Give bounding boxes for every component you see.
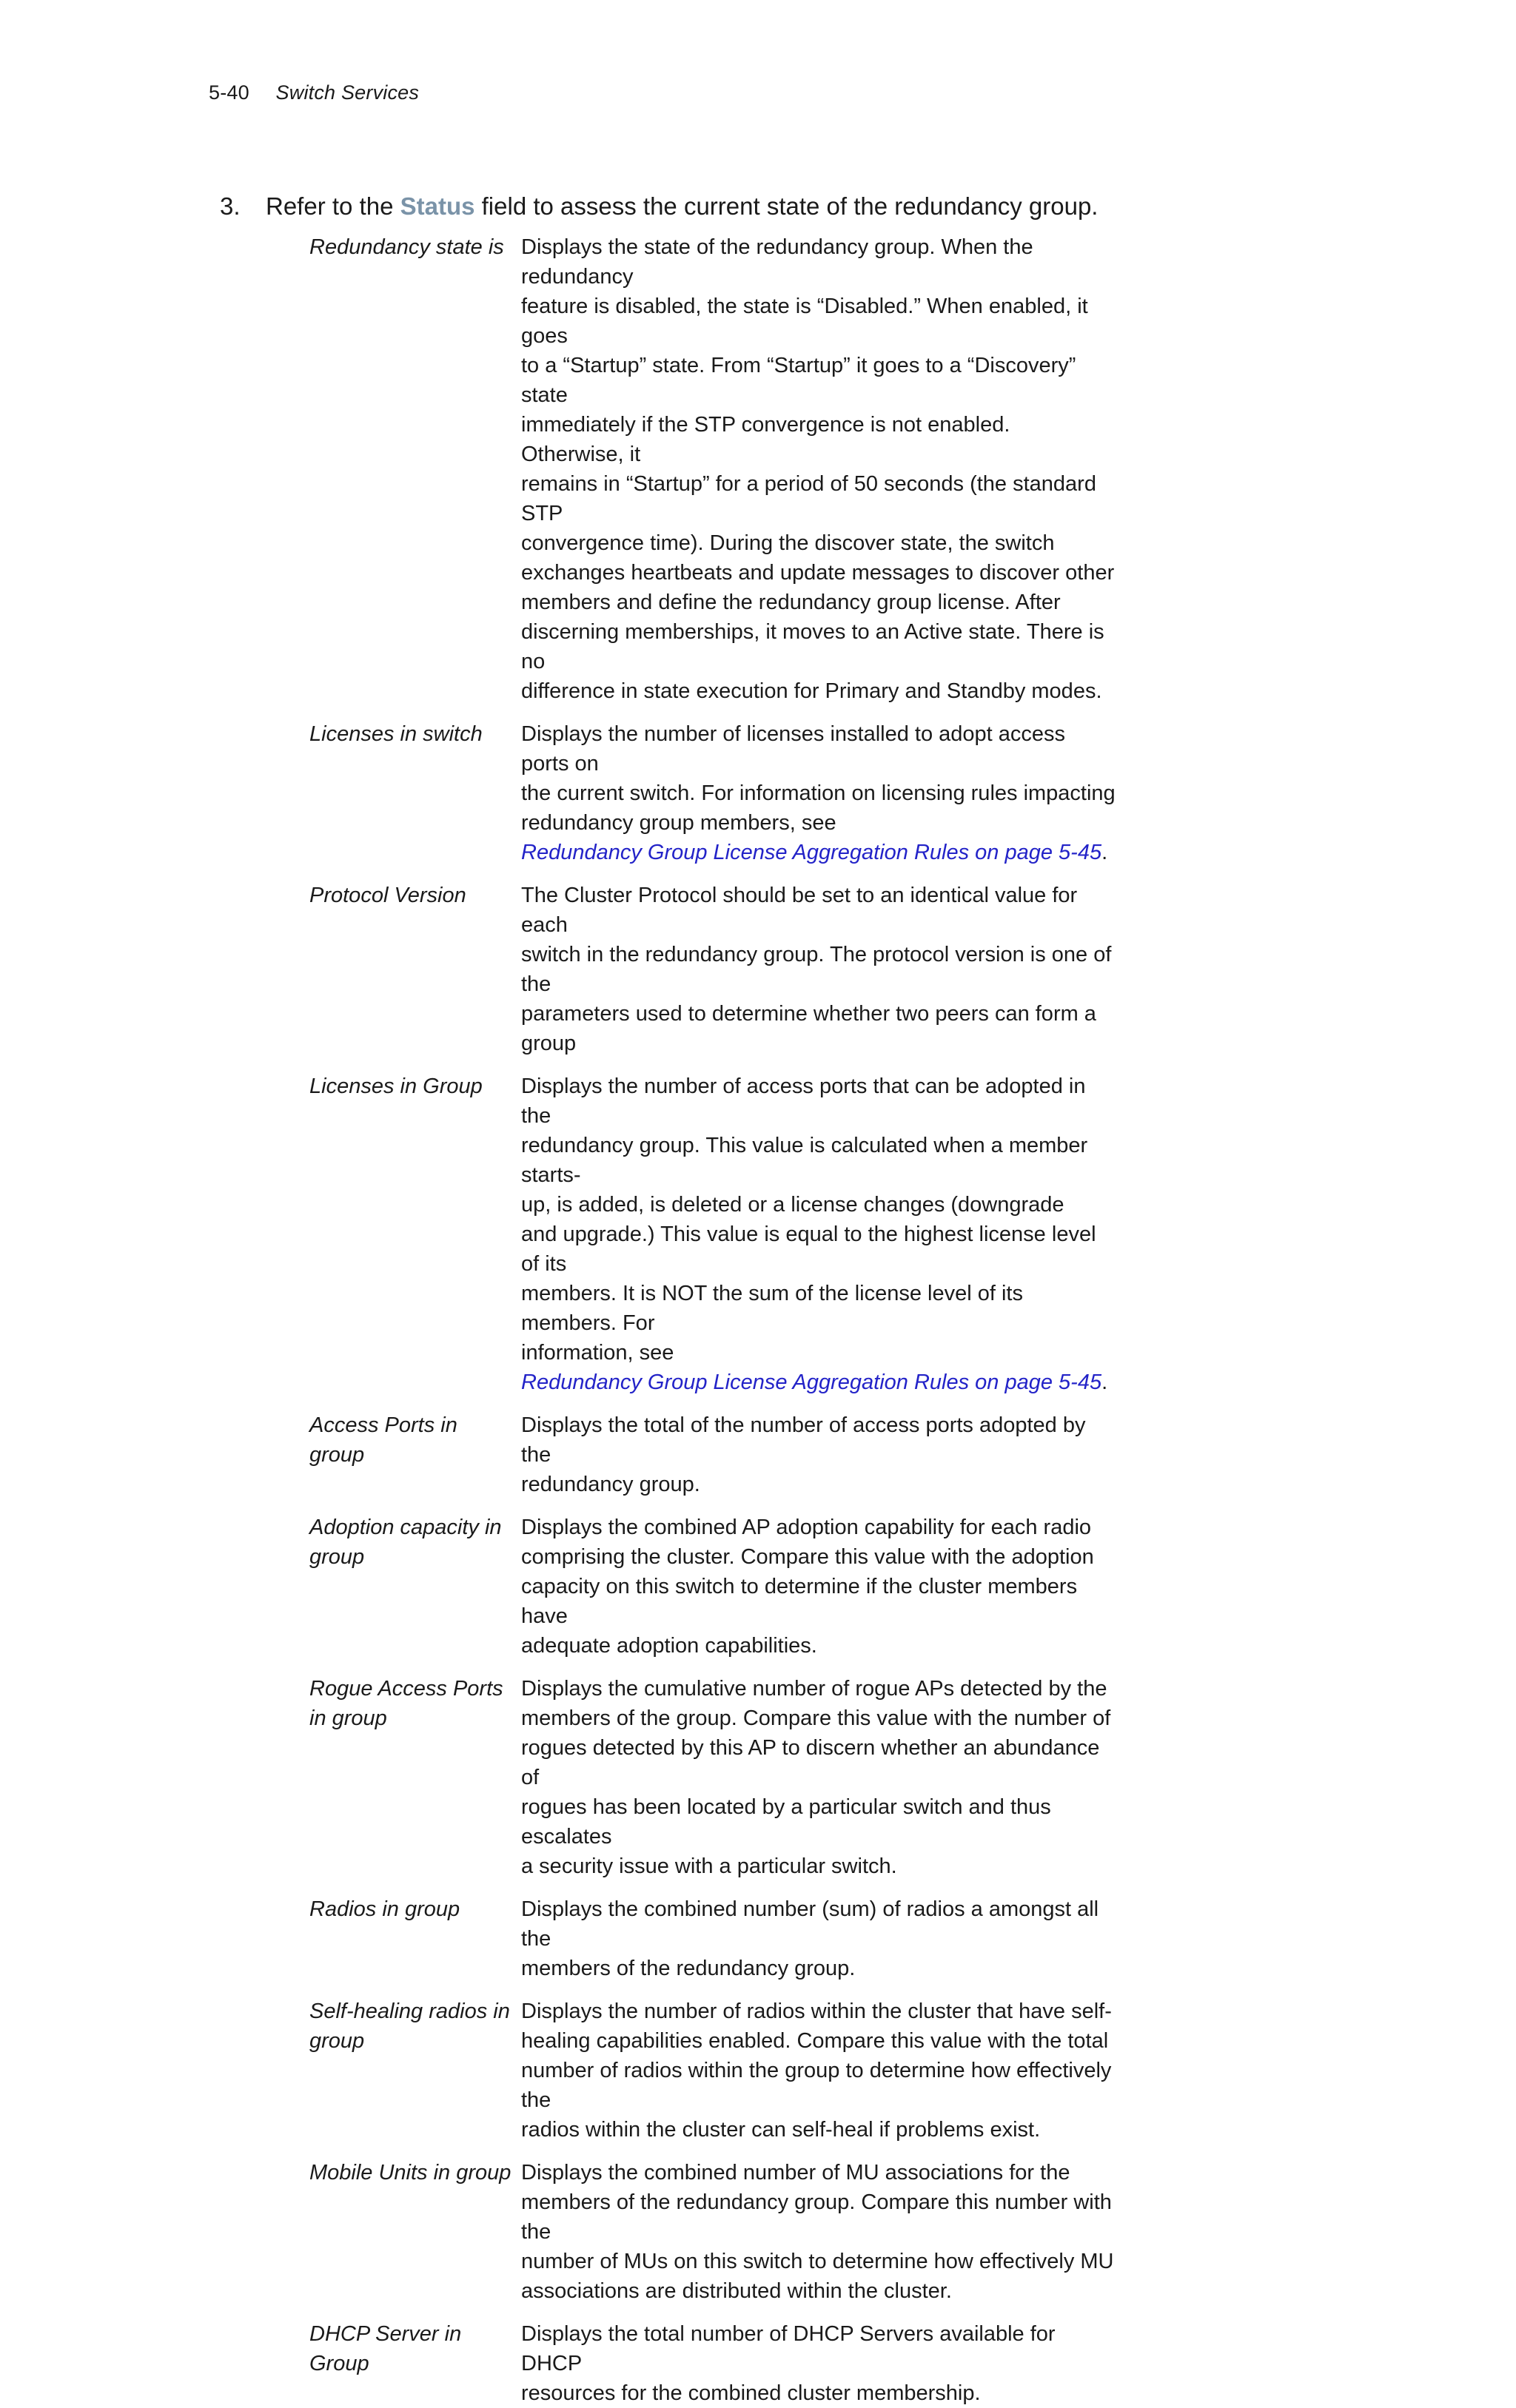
- definition-term: Radios in group: [309, 1897, 460, 1921]
- definition-term: Redundancy state is: [309, 235, 504, 259]
- definition-text: The Cluster Protocol should be set to an identical value for each switch in the redundancy group. The protocol version is one of the parameters used to determine whether two peers can form a group: [521, 884, 1112, 1055]
- definition-list: [309, 232, 1116, 2408]
- definition-row: [309, 1674, 1116, 1881]
- step-text-after: field to assess the current state of the redundancy group.: [474, 192, 1099, 220]
- section-title: Switch Services: [275, 81, 420, 104]
- status-field-name: Status: [400, 192, 475, 220]
- definition-row: [309, 881, 1116, 1058]
- definition-text: Displays the number of licenses installed to adopt access ports on the current switch. For information on licensing rules impacting redundancy group members, see: [521, 722, 1116, 835]
- step-number: 3.: [220, 192, 241, 220]
- cross-reference: Redundancy Group License Aggregation Rules on page 5-45.: [521, 841, 1108, 864]
- definition-description: [521, 2319, 1116, 2408]
- cross-reference: Redundancy Group License Aggregation Rules on page 5-45.: [521, 1371, 1108, 1394]
- definition-description: [521, 1513, 1116, 1661]
- step-instruction: [220, 191, 1182, 222]
- definition-term: Rogue Access Ports in group: [309, 1677, 503, 1730]
- definition-term: Access Ports in group: [309, 1413, 457, 1467]
- definition-row: [309, 2319, 1116, 2408]
- page-number: 5-40: [209, 81, 249, 104]
- definition-text: Displays the combined number (sum) of radios a amongst all the members of the redundancy group.: [521, 1897, 1099, 1980]
- definition-description: [521, 2158, 1116, 2306]
- step-text-before: Refer to the: [266, 192, 400, 220]
- definition-text: Displays the combined AP adoption capability for each radio comprising the cluster. Compare this value with the adoption capacity on this switch to determine if the cluster members have adequate adoption capabilities.: [521, 1516, 1094, 1658]
- definition-text: Displays the total number of DHCP Servers available for DHCP resources for the combined cluster membership.: [521, 2322, 1056, 2405]
- definition-term: Protocol Version: [309, 884, 466, 907]
- cross-reference-link[interactable]: Redundancy Group License Aggregation Rules on page 5-45: [521, 841, 1102, 864]
- definition-description: [521, 881, 1116, 1058]
- page-header: [209, 81, 419, 104]
- definition-row: [309, 719, 1116, 867]
- definition-row: [309, 232, 1116, 706]
- definition-text: Displays the number of access ports that can be adopted in the redundancy group. This value is calculated when a member starts- up, is added, is deleted or a license changes (downgrade and upgrade.) This value is equal to the highest license level of its members. It is NOT the sum of the license level of its members. For information, see: [521, 1074, 1096, 1365]
- definition-term: Licenses in switch: [309, 722, 483, 746]
- definition-term: Self-healing radios in group: [309, 2000, 510, 2053]
- definition-term: Adoption capacity in group: [309, 1516, 502, 1569]
- definition-description: [521, 719, 1116, 867]
- definition-term: DHCP Server in Group: [309, 2322, 462, 2375]
- definition-row: [309, 1513, 1116, 1661]
- definition-description: [521, 1410, 1116, 1499]
- definition-description: [521, 1072, 1116, 1397]
- definition-row: [309, 1072, 1116, 1397]
- cross-reference-link[interactable]: Redundancy Group License Aggregation Rules on page 5-45: [521, 1371, 1102, 1394]
- definition-text: Displays the number of radios within the cluster that have self- healing capabilities enabled. Compare this value with the total number of radios within the group to determine how effectively the radios within the cluster can self-heal if problems exist.: [521, 2000, 1112, 2142]
- definition-row: [309, 1894, 1116, 1983]
- definition-row: [309, 2158, 1116, 2306]
- definition-description: [521, 232, 1116, 706]
- definition-term: Licenses in Group: [309, 1074, 483, 1098]
- definition-term: Mobile Units in group: [309, 2161, 512, 2185]
- definition-description: [521, 1674, 1116, 1881]
- definition-description: [521, 1997, 1116, 2145]
- definition-text: Displays the total of the number of access ports adopted by the redundancy group.: [521, 1413, 1086, 1496]
- definition-row: [309, 1997, 1116, 2145]
- definition-text: Displays the state of the redundancy group. When the redundancy feature is disabled, the state is “Disabled.” When enabled, it goes to a “Startup” state. From “Startup” it goes to a “Discovery” state immediately if the STP convergence is not enabled. Otherwise, it remains in “Startup” for a period of 50 seconds (the standard STP convergence time). During the discover state, the switch exchanges heartbeats and update messages to discover other members and define the redundancy group license. After discerning memberships, it moves to an Active state. There is no difference in state execution for Primary and Standby modes.: [521, 235, 1115, 703]
- definition-text: Displays the cumulative number of rogue APs detected by the members of the group. Compare this value with the number of rogues detected by this AP to discern whether an abundance of rogues has been located by a particular switch and thus escalates a security issue with a particular switch.: [521, 1677, 1111, 1878]
- definition-row: [309, 1410, 1116, 1499]
- definition-description: [521, 1894, 1116, 1983]
- definition-text: Displays the combined number of MU associations for the members of the redundancy group. Compare this number with the number of MUs on this switch to determine how effectively MU associations are distributed within the cluster.: [521, 2161, 1114, 2303]
